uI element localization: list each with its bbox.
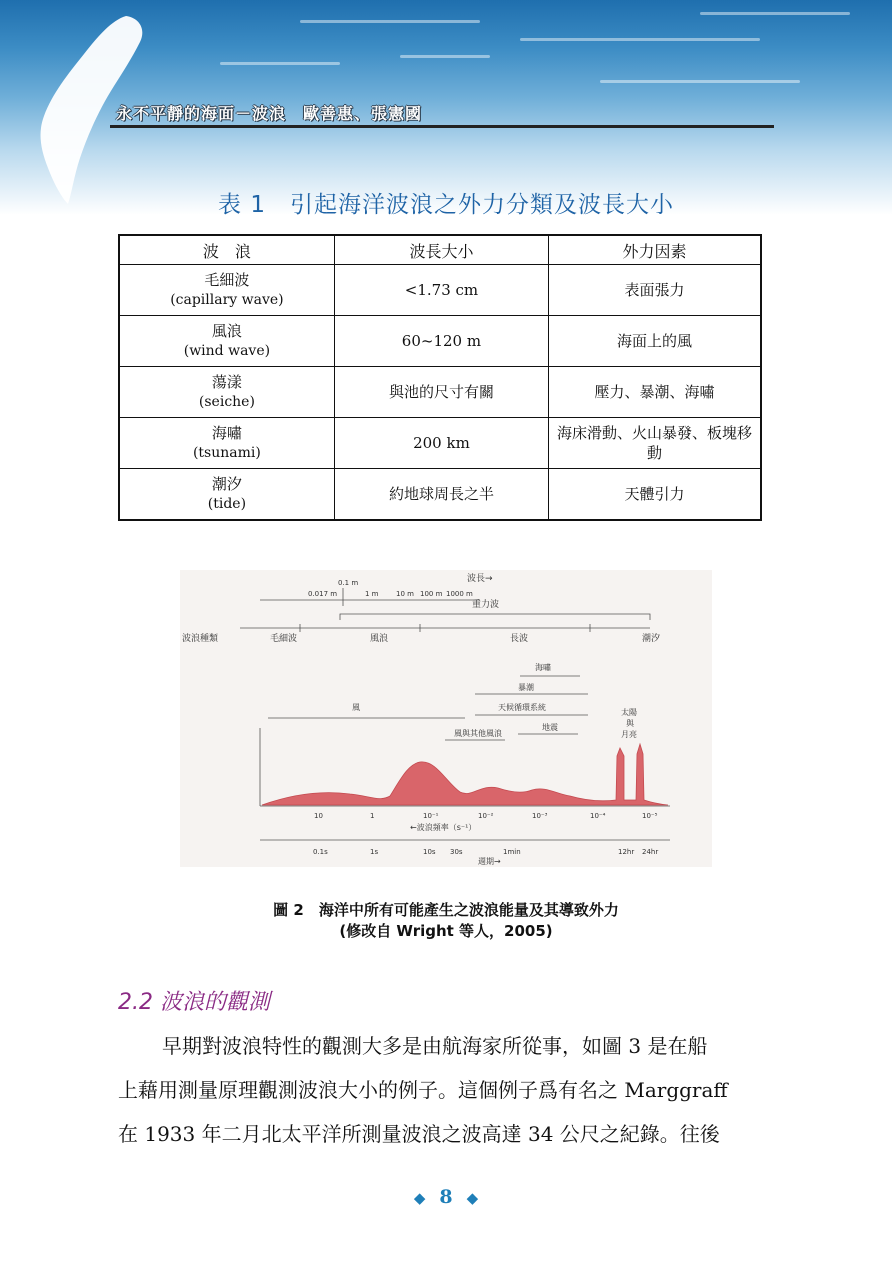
category-label: 長波 (510, 634, 529, 644)
freq-label: ←波浪頻率（s⁻¹） (410, 823, 477, 832)
force-label: 風 (352, 703, 360, 712)
table-header: 外力因素 (549, 235, 761, 265)
table-title: 表 1 引起海洋波浪之外力分類及波長大小 (218, 192, 674, 218)
period-tick: 10s (423, 848, 436, 856)
wave-name: 蕩漾 (211, 373, 242, 391)
header-rule (110, 125, 774, 128)
freq-tick: 10⁻¹ (423, 812, 439, 820)
wave-name-en: (tsunami) (192, 445, 261, 461)
wave-length-cell: 60~120 m (334, 316, 548, 367)
period-label: 週期→ (478, 857, 501, 866)
category-label: 毛細波 (270, 634, 298, 644)
wave-name: 毛細波 (204, 271, 250, 289)
figure-caption-line: 圖 2 海洋中所有可能產生之波浪能量及其導致外力 (273, 901, 619, 919)
wave-length-cell: <1.73 cm (334, 265, 548, 316)
wave-name: 風浪 (211, 322, 242, 340)
wavelength-tick: 0.017 m (308, 590, 338, 598)
wave-force-cell: 海床滑動、火山暴發、板塊移動 (549, 418, 761, 469)
wave-length-cell: 與池的尺寸有關 (334, 367, 548, 418)
category-label: 潮汐 (642, 634, 661, 644)
table-row (119, 316, 761, 367)
period-tick: 1min (503, 848, 521, 856)
page-number-value: 8 (439, 1186, 453, 1208)
wavelength-tick: 1000 m (446, 590, 473, 598)
wave-name-cell (119, 469, 334, 521)
force-label: 暴潮 (518, 683, 534, 692)
table-row (119, 265, 761, 316)
wave-length-cell: 200 km (334, 418, 548, 469)
wave-name-cell (119, 316, 334, 367)
wave-name-en: (capillary wave) (170, 292, 284, 308)
wave-energy-figure (180, 570, 712, 867)
wave-name-cell (119, 418, 334, 469)
gravity-wave-label: 重力波 (472, 600, 500, 610)
body-line: 在 1933 年二月北太平洋所測量波浪之波高達 34 公尺之紀錄。往後 (118, 1122, 720, 1146)
diamond-icon: ◆ (413, 1189, 426, 1207)
force-label: 地震 (542, 723, 558, 732)
wave-force-cell: 表面張力 (549, 265, 761, 316)
force-label: 風與其他風浪 (454, 729, 502, 738)
period-tick: 12hr (618, 848, 635, 856)
wave-name-en: (wind wave) (183, 343, 271, 359)
section-title: 2.2 波浪的觀測 (118, 990, 270, 1015)
body-paragraph (118, 1024, 778, 1156)
force-label: 海嘯 (535, 663, 551, 672)
table-header: 波長大小 (334, 235, 548, 265)
table-row (119, 469, 761, 521)
table-row (119, 367, 761, 418)
table-header-row (119, 235, 761, 265)
wave-name-cell (119, 367, 334, 418)
figure-caption-source: (修改自 Wright 等人，2005) (339, 922, 553, 940)
wave-name-en: (seiche) (198, 394, 255, 410)
body-line: 早期對波浪特性的觀測大多是由航海家所從事，如圖 3 是在船 (162, 1034, 708, 1058)
wavelength-tick: 0.1 m (338, 579, 359, 587)
period-tick: 0.1s (313, 848, 328, 856)
freq-tick: 10 (314, 812, 323, 820)
wavelength-tick: 10 m (396, 590, 414, 598)
tide-force-label: 太陽 (621, 708, 637, 717)
wave-force-table (118, 234, 762, 521)
freq-tick: 1 (370, 812, 375, 820)
wave-force-cell: 天體引力 (549, 469, 761, 521)
freq-tick: 10⁻⁵ (642, 812, 658, 820)
diamond-icon: ◆ (466, 1189, 479, 1207)
table-row (119, 418, 761, 469)
categories-label: 波浪種類 (182, 634, 219, 644)
wave-force-cell: 壓力、暴潮、海嘯 (549, 367, 761, 418)
force-label: 天候循環系統 (498, 703, 546, 712)
wave-name-en: (tide) (207, 496, 247, 512)
page-number (0, 1186, 892, 1208)
energy-spectrum (262, 744, 668, 805)
period-tick: 24hr (642, 848, 659, 856)
wave-force-cell: 海面上的風 (549, 316, 761, 367)
freq-tick: 10⁻⁴ (590, 812, 606, 820)
table-header: 波 浪 (119, 235, 334, 265)
tide-force-label: 月亮 (621, 730, 637, 739)
period-tick: 30s (450, 848, 463, 856)
freq-tick: 10⁻³ (532, 812, 548, 820)
wavelength-tick: 1 m (365, 590, 379, 598)
wavelength-tick: 100 m (420, 590, 443, 598)
wave-length-cell: 約地球周長之半 (334, 469, 548, 521)
category-label: 風浪 (370, 634, 389, 644)
header-banner (0, 0, 892, 215)
wave-name: 海嘯 (211, 424, 242, 442)
wave-name-cell (119, 265, 334, 316)
period-tick: 1s (370, 848, 379, 856)
figure-caption (0, 900, 892, 942)
wave-name: 潮汐 (211, 475, 242, 493)
wavelength-label: 波長→ (467, 574, 493, 584)
body-line: 上藉用測量原理觀測波浪大小的例子。這個例子爲有名之 Marggraff (118, 1078, 728, 1102)
freq-tick: 10⁻² (478, 812, 494, 820)
running-header: 永不平靜的海面－波浪 歐善惠、張憲國 (116, 104, 423, 123)
tide-force-label: 與 (626, 719, 634, 728)
